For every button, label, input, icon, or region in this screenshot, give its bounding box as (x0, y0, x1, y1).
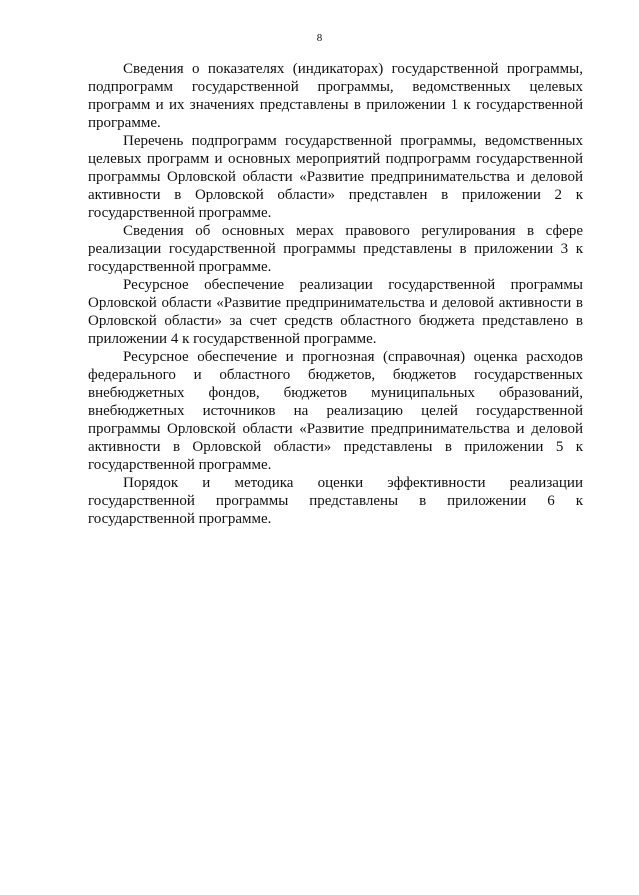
paragraph-subprograms-list: Перечень подпрограмм государственной программы, ведомственных целевых программ и основных мероприятий подпрограмм государственной программы Орловской области «Развитие предпринимательства и деловой активности в Орловской области» представлен в приложении 2 к государственной программе. (88, 133, 583, 221)
page-number: 8 (316, 32, 323, 44)
paragraph-indicators: Сведения о показателях (индикаторах) государственной программы, подпрограмм государственной программы, ведомственных целевых программ и их значениях представлены в приложении 1 к государственной программе. (88, 61, 583, 131)
paragraph-efficiency-evaluation: Порядок и методика оценки эффективности реализации государственной программы представлены в приложении 6 к государственной программе. (88, 475, 583, 527)
document-body (88, 60, 583, 528)
paragraph-forecast-estimate: Ресурсное обеспечение и прогнозная (справочная) оценка расходов федерального и областного бюджетов, бюджетов государственных внебюджетных фондов, бюджетов муниципальных образований, внебюджетных источников на реализацию целей государственной программы Орловской области «Развитие предпринимательства и деловой активности в Орловской области» представлены в приложении 5 к государственной программе. (88, 349, 583, 473)
paragraph-regional-budget-resources: Ресурсное обеспечение реализации государственной программы Орловской области «Развитие предпринимательства и деловой активности в Орловской области» за счет средств областного бюджета представлено в приложении 4 к государственной программе. (88, 277, 583, 347)
paragraph-legal-regulation: Сведения об основных мерах правового регулирования в сфере реализации государственной программы представлены в приложении 3 к государственной программе. (88, 223, 583, 275)
